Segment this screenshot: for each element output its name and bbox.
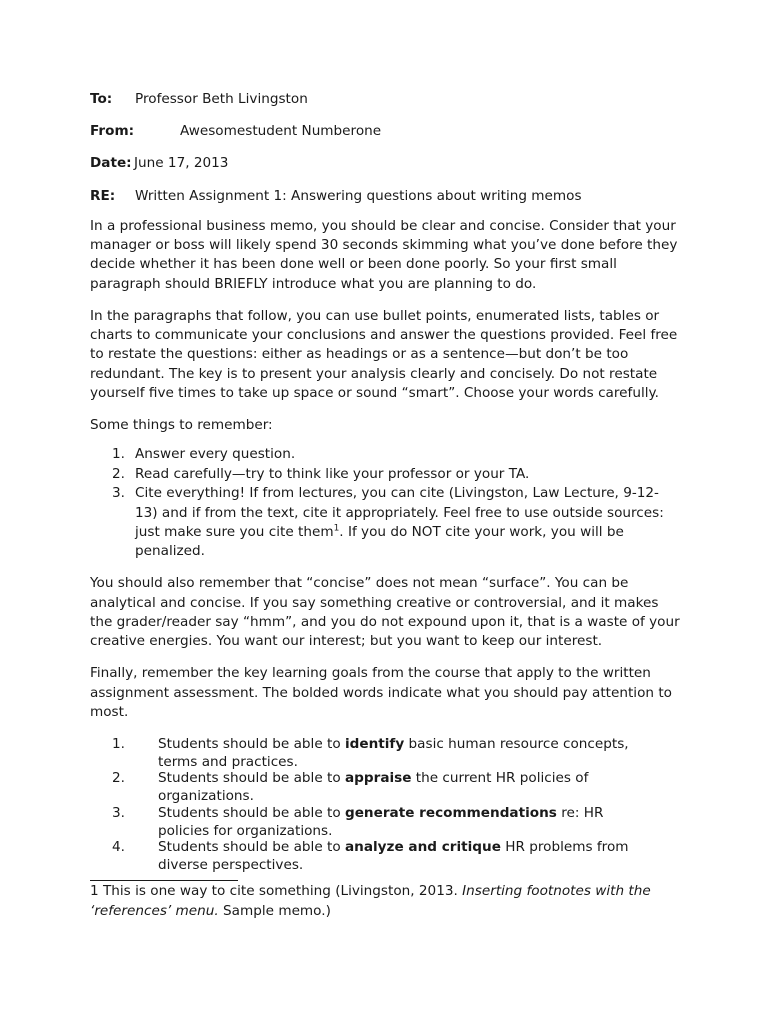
list-number: 3. xyxy=(112,485,125,502)
list-item xyxy=(90,445,680,464)
memo-re-line xyxy=(90,187,680,217)
list-item xyxy=(90,735,680,771)
list-number: 1. xyxy=(112,735,125,752)
list-item xyxy=(90,804,680,840)
memo-from-line xyxy=(90,122,680,154)
list-item xyxy=(90,838,680,874)
list-text: Cite everything! If from lectures, you can cite (Livingston, Law Lecture, 9-12-13) and if from the text, cite it appropriately. Feel free to use outside sources: just make sure you cite them xyxy=(135,485,664,541)
memo-from-label: From: xyxy=(90,123,135,140)
footnote-italic-text: Inserting footnotes with the ‘references’ menu. xyxy=(90,883,651,919)
goal-keyword: analyze and critique xyxy=(344,839,501,856)
learning-goals-list xyxy=(90,735,680,875)
list-text: Answer every question. xyxy=(135,446,296,463)
list-item xyxy=(90,484,680,562)
footnote-separator xyxy=(90,880,238,881)
list-text: Read carefully—try to think like your professor or your TA. xyxy=(135,465,530,482)
goal-text: the current HR policies of organizations. xyxy=(158,770,589,805)
list-number: 3. xyxy=(112,804,125,821)
goal-text: Students should be able to xyxy=(158,839,345,856)
goal-text: basic human resource concepts, terms and practices. xyxy=(158,735,629,771)
memo-page xyxy=(90,90,680,921)
goals-intro-paragraph: Finally, remember the key learning goals from the course that apply to the written assignment assessment. The bolded words indicate what you should pay attention to most. xyxy=(90,665,672,721)
memo-date-value: June 17, 2013 xyxy=(134,155,229,172)
goal-text: Students should be able to xyxy=(158,735,345,752)
list-item xyxy=(90,465,680,484)
memo-to-value: Professor Beth Livingston xyxy=(135,91,308,107)
remember-list xyxy=(90,445,680,561)
list-number: 2. xyxy=(112,770,125,787)
list-number: 2. xyxy=(112,465,125,482)
goal-text: Students should be able to xyxy=(158,770,345,787)
goal-keyword: appraise xyxy=(344,770,412,787)
memo-date-line xyxy=(90,154,680,186)
memo-from-value: Awesomestudent Numberone xyxy=(180,123,382,140)
goal-keyword: generate recommendations xyxy=(344,804,557,821)
goal-text: HR problems from diverse perspectives. xyxy=(158,839,629,874)
goal-text: Students should be able to xyxy=(158,804,345,821)
memo-date-label: Date: xyxy=(90,155,132,172)
remember-intro: Some things to remember: xyxy=(90,417,273,433)
footnote xyxy=(90,882,680,921)
footnote-reference: 1 xyxy=(333,523,340,534)
list-number: 1. xyxy=(112,446,125,463)
concise-paragraph: You should also remember that “concise” does not mean “surface”. You can be analytical and concise. If you say something creative or controversial, and it makes the grader/reader say “hmm”, and you do not expound upon it, that is a waste of your creative energies. You want our interest; but you want to keep our interest. xyxy=(90,575,680,650)
list-item xyxy=(90,769,680,805)
memo-re-label: RE: xyxy=(90,187,116,204)
footnote-text: 1 This is one way to cite something (Livingston, 2013. xyxy=(90,883,463,900)
memo-to-line xyxy=(90,90,680,122)
footnote-text: Sample memo.) xyxy=(218,902,331,919)
memo-re-value: Written Assignment 1: Answering questions about writing memos xyxy=(135,187,582,204)
goal-text: re: HR policies for organizations. xyxy=(158,804,604,839)
goal-keyword: identify xyxy=(344,735,405,752)
memo-to-label: To: xyxy=(90,91,113,107)
list-number: 4. xyxy=(112,839,125,856)
structure-paragraph: In the paragraphs that follow, you can use bullet points, enumerated lists, tables or charts to communicate your conclusions and answer the questions provided. Feel free to restate the questions: either as headings or as a sentence—but don’t be too redundant. The key is to present your analysis clearly and concisely. Do not restate yourself five times to take up space or sound “smart”. Choose your words carefully. xyxy=(90,307,678,402)
list-text: . If you do NOT cite your work, you will be penalized. xyxy=(135,524,624,560)
intro-paragraph: In a professional business memo, you should be clear and concise. Consider that your manager or boss will likely spend 30 seconds skimming what you’ve done before they decide whether it has been done well or been done poorly. So your first small paragraph should BRIEFLY introduce what you are planning to do. xyxy=(90,217,678,292)
